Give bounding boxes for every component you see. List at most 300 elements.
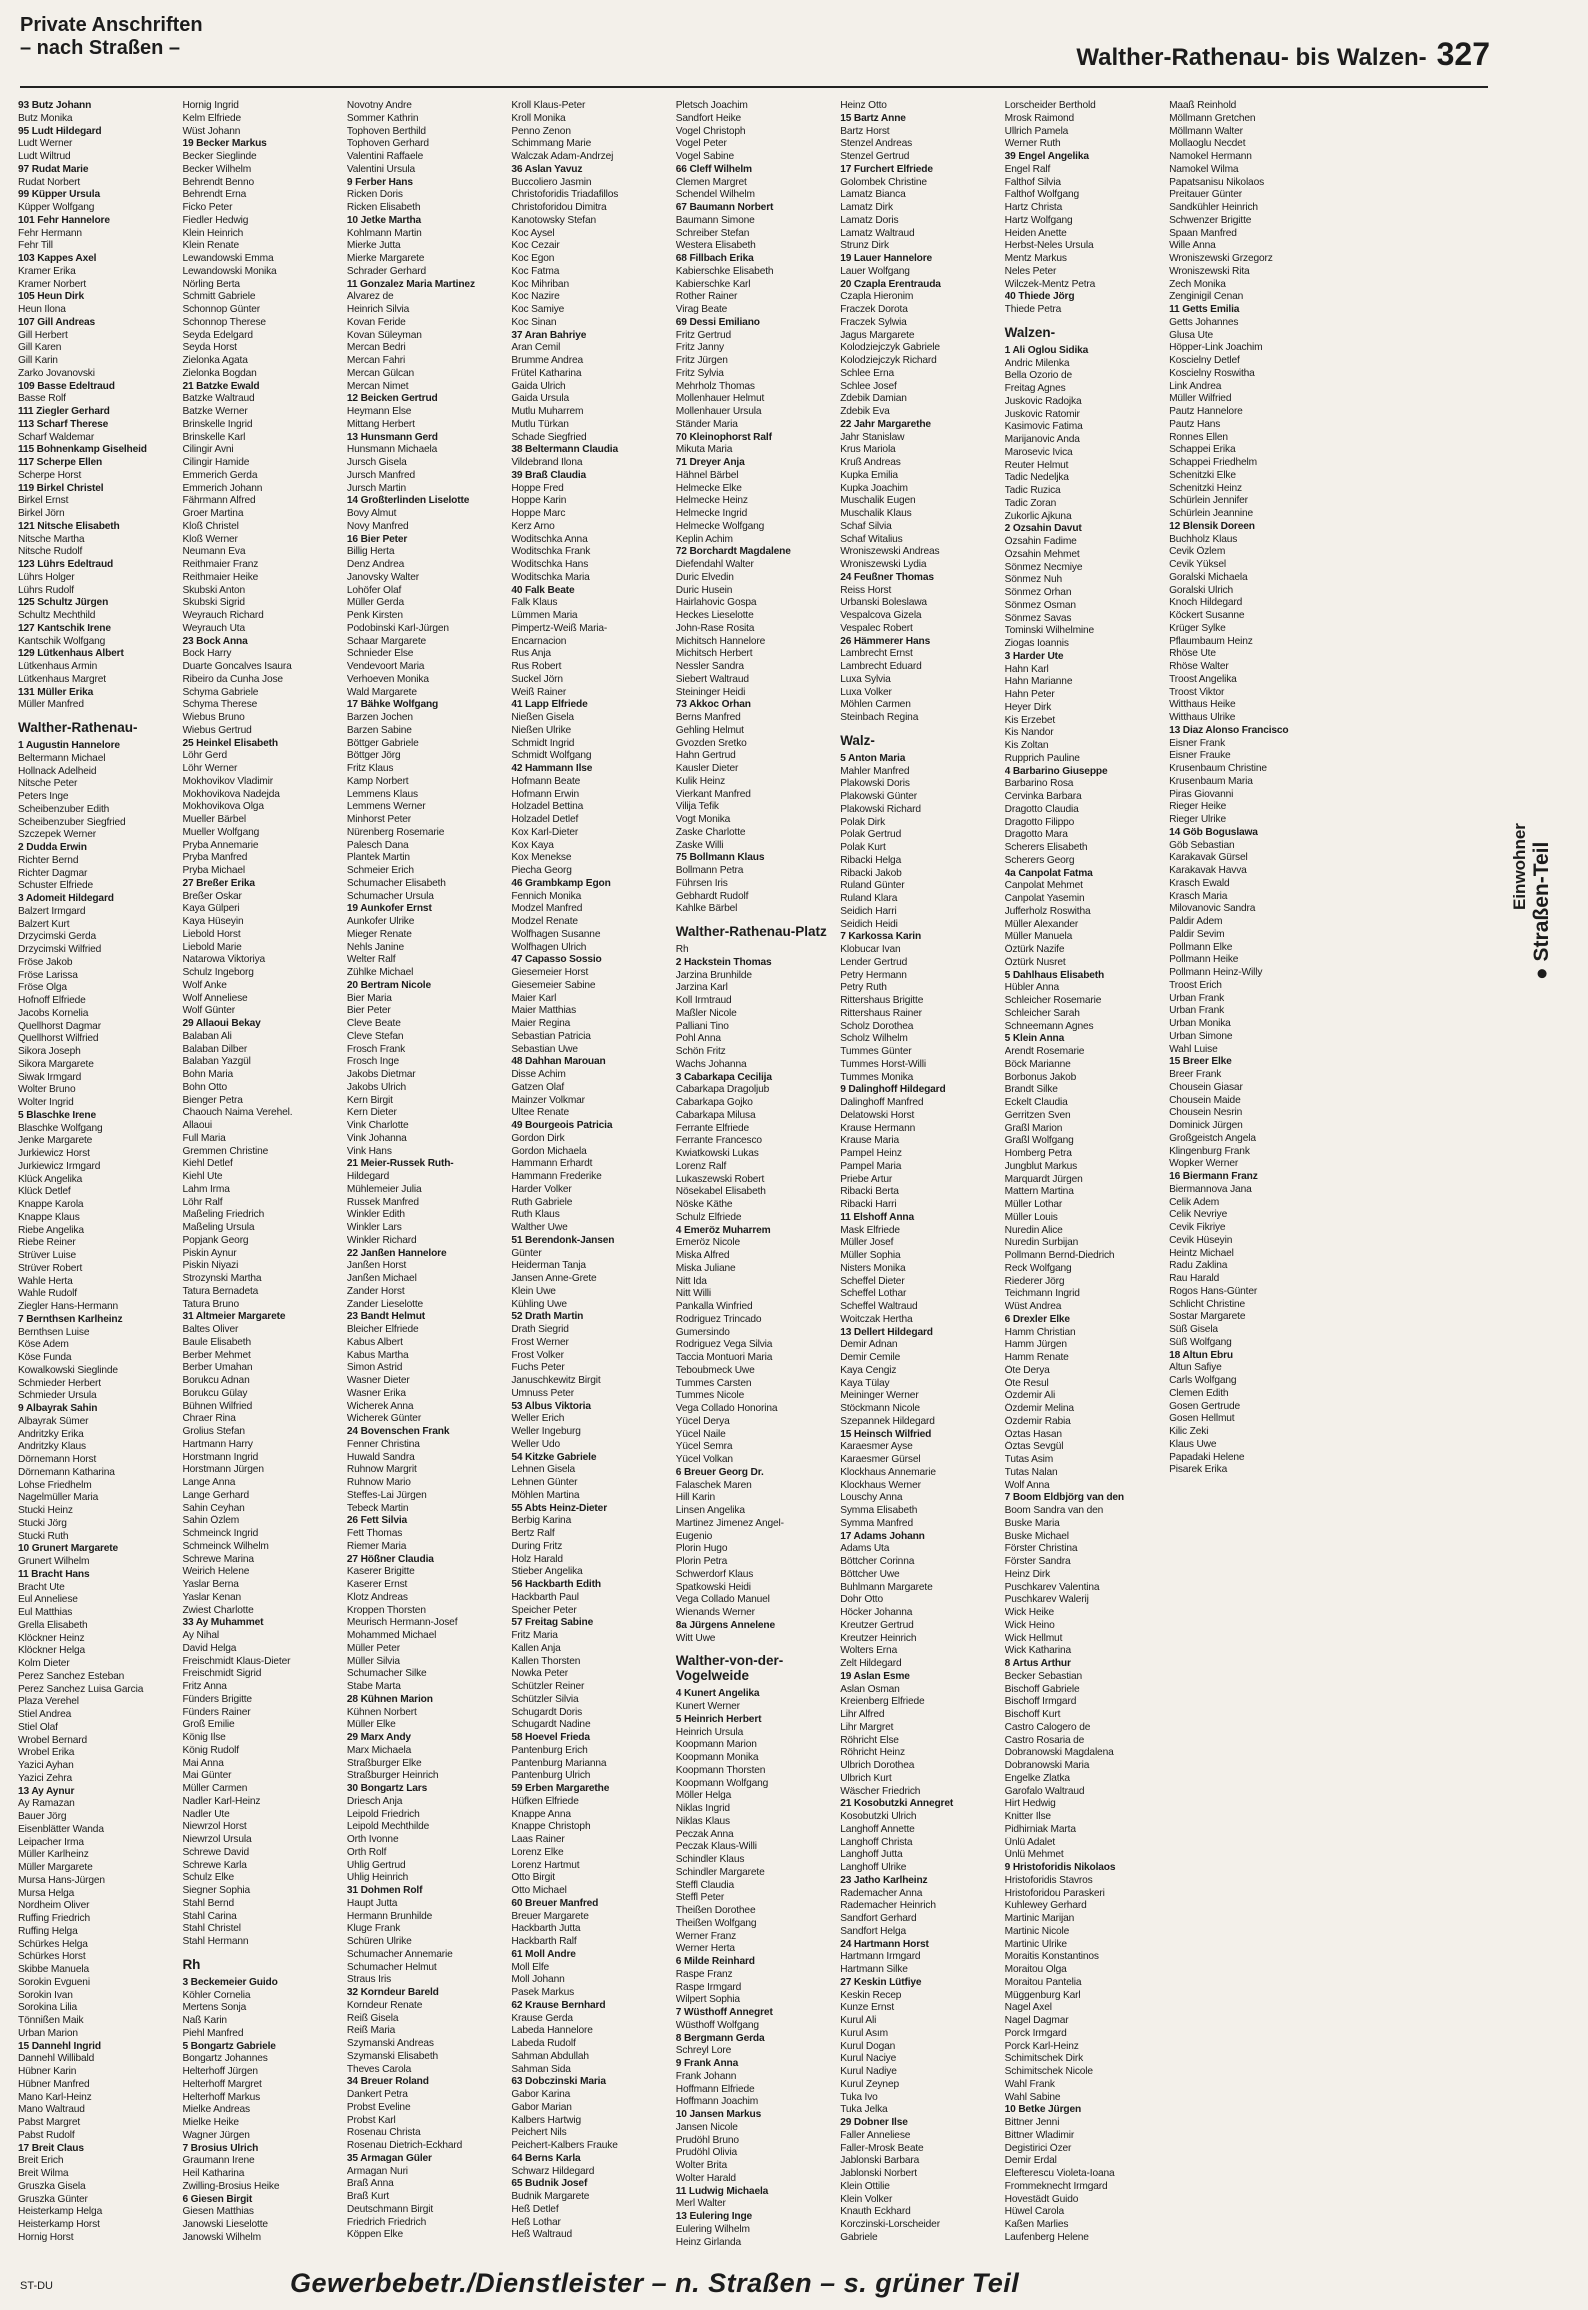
resident-entry: Tatura Bruno [182,1298,239,1310]
resident-entry: Brumme Andrea [511,355,583,366]
resident-entry: Zarko Jovanovski [18,367,95,379]
resident-entry: Freischmidt Sigrid [182,1668,262,1680]
resident-entry: 48 Dahhan Marouan [511,1056,606,1068]
resident-entry: Hoppe Karin [511,495,567,507]
resident-entry: Fuchs Peter [511,1362,565,1374]
resident-entry: Schuster Elfriede [18,880,94,892]
resident-entry: Kowalkowski Sieglinde [18,1364,118,1376]
resident-entry: Mrosk Raimond [1004,112,1075,124]
resident-entry: Michitsch Herbert [675,648,753,660]
resident-entry: Wick Katharina [1004,1645,1072,1657]
resident-entry: Moll Elfe [511,1961,550,1973]
resident-entry: Pryba Annemarie [182,839,259,851]
resident-entry: Cevik Hüseyin [1169,1234,1233,1246]
resident-entry: Frank Johann [675,2070,737,2082]
resident-entry: Demir Cemile [840,1352,901,1363]
resident-entry: Hübler Anna [1004,982,1060,994]
resident-entry: Fünders Brigitte [182,1693,252,1705]
resident-entry: Müller Wilfried [1169,393,1232,405]
resident-entry: Puschkarev Valentina [1004,1581,1100,1593]
resident-entry: Braß Anna [346,2178,394,2190]
resident-entry: Penno Zenon [511,125,571,137]
resident-entry: Jarzina Karl [675,982,728,994]
resident-entry: Homberg Petra [1004,1148,1072,1159]
resident-entry: Reithmaier Franz [182,559,259,570]
resident-entry: Hoppe Marc [511,508,566,519]
resident-entry: Harder Volker [511,1183,572,1195]
resident-entry: Knappe Klaus [18,1211,80,1223]
resident-entry: Bienger Petra [182,1094,243,1106]
resident-entry: Steininger Heidi [675,686,746,698]
resident-entry: Kasimovic Fatima [1004,421,1083,433]
resident-entry: Schaar Margarete [346,635,427,647]
resident-entry: Strozynski Martha [182,1273,262,1284]
resident-entry: Schaf Witalius [840,533,903,545]
resident-entry: Hamm Renate [1004,1352,1069,1363]
resident-entry: Martinez Jimenez Angel- [675,1517,784,1529]
resident-entry: Skubski Sigrid [182,597,245,609]
resident-entry: Falthof Wolfgang [1004,189,1080,201]
resident-entry: Hristoforidis Stavros [1004,1874,1093,1886]
resident-entry: Penk Kirsten [346,610,403,621]
resident-entry: Heil Katharina [182,2168,245,2179]
resident-entry: Löhr Gerd [182,750,227,762]
resident-entry: Bracht Ute [18,1581,65,1593]
resident-entry: Schumacher Ursula [346,890,434,902]
resident-entry: Borbonus Jakob [1004,1071,1077,1083]
resident-entry: Stahl Bernd [182,1897,235,1909]
resident-entry: Kramer Erika [18,265,76,277]
resident-entry: Schmeier Erich [346,865,414,876]
resident-entry: Westera Elisabeth [675,240,756,252]
resident-entry: Krusenbaum Maria [1169,775,1253,787]
resident-entry: Langhoff Ulrike [840,1862,907,1873]
resident-entry: Schmitt Gabriele [182,291,256,303]
resident-entry: Langhoff Annette [840,1823,915,1835]
resident-entry: Mask Elfriede [840,1224,900,1236]
resident-entry: Modzel Renate [511,916,578,927]
resident-entry: Dobranowski Maria [1004,1760,1090,1771]
resident-entry: Siegner Sophia [182,1885,251,1896]
resident-entry: 28 Kühnen Marion [346,1693,433,1705]
resident-entry: Mahler Manfred [840,765,910,777]
resident-entry: Kroll Klaus-Peter [511,100,586,111]
resident-entry: Namokel Wilma [1169,163,1239,175]
resident-entry: Cervinka Barbara [1004,791,1082,802]
resident-entry: Freitag Agnes [1004,383,1066,394]
resident-entry: Kerz Arno [511,520,555,532]
resident-entry: Wasner Erika [346,1387,406,1399]
resident-entry: Koc Mihriban [511,278,569,290]
resident-entry: Grolius Stefan [182,1426,245,1437]
resident-entry: Kunert Werner [675,1701,740,1712]
resident-entry: Langhoff Christa [840,1836,913,1848]
resident-entry: Rosenau Dietrich-Eckhard [346,2140,463,2151]
resident-entry: Buske Maria [1004,1517,1060,1529]
resident-entry: Helmecke Heinz [675,495,748,507]
resident-entry: Zenginigil Cenan [1169,291,1244,303]
resident-entry: 17 Adams Johann [840,1530,925,1542]
resident-entry: Koopmann Thorsten [675,1764,766,1776]
resident-entry: Pidhirniak Marta [1004,1823,1076,1835]
resident-entry: Steffes-Lai Jürgen [346,1489,427,1501]
resident-entry: Hollnack Adelheid [18,765,97,777]
resident-entry: Wolters Erna [840,1645,898,1657]
resident-entry: Scharf Waldemar [18,431,95,443]
resident-entry: 26 Hämmerer Hans [840,635,931,647]
resident-entry: 58 Hoevel Frieda [511,1732,590,1743]
resident-entry: Schendel Wilhelm [675,189,755,201]
resident-entry: Kiehl Ute [182,1171,223,1182]
resident-entry: Kohlmann Martin [346,227,422,239]
resident-entry: 56 Hackbarth Edith [511,1579,601,1590]
header-right [1076,36,1490,73]
resident-entry: 40 Falk Beate [511,584,575,596]
resident-entry: Knitter Ilse [1004,1811,1051,1822]
resident-entry: Gabor Karina [511,2089,571,2100]
resident-entry: 15 Breer Elke [1169,1056,1232,1068]
resident-entry: 70 Kleinophorst Ralf [675,431,772,443]
resident-entry: Mano Waltraud [18,2104,85,2116]
resident-entry: 20 Bertram Nicole [346,979,431,991]
resident-entry: Grunert Wilhelm [18,1556,90,1567]
resident-entry: Bittner Wladimir [1004,2129,1075,2141]
resident-entry: Taccia Montuori Maria [675,1352,773,1363]
resident-entry: Vink Hans [346,1145,392,1157]
resident-entry: Speicher Peter [511,1604,577,1616]
resident-entry: Hammann Erhardt [511,1158,593,1170]
resident-entry: Dragotto Filippo [1004,816,1075,828]
resident-entry: Rieger Heike [1169,801,1227,813]
resident-entry: Perez Sanchez Luisa Garcia [18,1683,144,1695]
resident-entry: Reiß Gisela [346,2012,399,2024]
resident-entry: Öte Resul [1004,1377,1049,1389]
resident-entry: Vilija Tefik [675,801,719,813]
resident-entry: Boom Sandra van den [1004,1505,1104,1516]
resident-entry: Schürkes Horst [18,1951,86,1963]
resident-entry: Stiel Olaf [18,1721,58,1733]
resident-entry: Jakobs Dietmar [346,1069,416,1080]
resident-entry: Ludt Werner [18,138,73,150]
resident-entry: Uhlig Heinrich [346,1872,409,1884]
resident-entry: Lührs Holger [18,571,75,583]
resident-entry: Wrobel Erika [18,1747,75,1759]
resident-entry: Stucki Jörg [18,1517,67,1529]
resident-entry: Pasek Markus [511,1987,575,1998]
resident-entry: Ronnes Ellen [1169,431,1228,443]
resident-entry: Seidich Harri [840,905,897,917]
resident-entry: 69 Dessi Emiliano [675,316,760,328]
resident-entry: Christoforidis Triadafillos [511,189,619,201]
resident-entry: 61 Moll Andre [511,1948,576,1960]
resident-entry: Gill Karin [18,355,58,366]
resident-entry: Sönmez Necmiye [1004,561,1083,573]
resident-entry: Plakowski Günter [840,791,918,802]
resident-entry: Maßler Nicole [675,1007,737,1019]
resident-entry: Müller Gerda [346,597,404,609]
resident-entry: 19 Lauer Hannelore [840,253,933,264]
resident-entry: Mentz Markus [1004,253,1067,264]
resident-entry: Hartmann Harry [182,1438,253,1450]
resident-entry: Stöckmann Nicole [840,1403,920,1414]
resident-entry: Bittner Jenni [1004,2117,1060,2128]
resident-entry: Wolter Brita [675,2160,727,2171]
resident-entry: Otto Michael [511,1885,567,1896]
resident-entry: Helmecke Elke [675,482,742,494]
resident-entry: Zelt Hildegard [840,1658,902,1669]
resident-entry: Schwarz Hildegard [511,2165,595,2177]
page-header [20,14,1490,84]
resident-entry: Koopmann Marion [675,1739,757,1751]
resident-entry: 6 Drexler Elke [1004,1313,1070,1325]
resident-entry: 11 Elshoff Anna [840,1211,914,1223]
resident-entry: Berber Mehmet [182,1349,251,1361]
resident-entry: Heinz Girlanda [675,2236,742,2248]
resident-entry: Hovestädt Guido [1004,2193,1079,2205]
resident-entry: Strunz Dirk [840,240,889,252]
street-heading: Walther-Rathenau- [18,720,138,735]
resident-entry: Janßen Michael [346,1273,417,1284]
resident-entry: Haupt Jutta [346,1897,398,1909]
resident-entry: Dankert Petra [346,2089,408,2100]
resident-entry: Teboubmeck Uwe [675,1364,755,1376]
resident-entry: Sikora Joseph [18,1046,81,1057]
resident-entry: Giesen Matthias [182,2206,254,2218]
resident-entry: Miska Alfred [675,1250,730,1261]
resident-entry: Süß Wolfgang [1169,1336,1232,1348]
resident-entry: Lohse Friedhelm [18,1479,92,1491]
resident-entry: Pflaumbaum Heinz [1169,635,1253,647]
resident-entry: Kis Zoltan [1004,740,1049,751]
resident-entry: Kurul Dogan [840,2040,896,2052]
resident-entry: Peichert-Kalbers Frauke [511,2140,618,2151]
resident-entry: Kroll Monika [511,112,566,124]
resident-entry: Frütel Katharina [511,367,582,379]
resident-entry: Schumacher Silke [346,1668,427,1680]
resident-entry: Radu Zaklina [1169,1260,1228,1272]
resident-entry: Porck Irmgard [1004,2027,1067,2039]
resident-entry: Yaslar Kenan [182,1591,242,1603]
resident-entry: Hüfken Elfriede [511,1795,579,1807]
resident-entry: Lukaszewski Robert [675,1173,765,1185]
resident-entry: Scheffel Lothar [840,1288,907,1300]
resident-entry: Drath Siegrid [511,1324,569,1335]
resident-entry: Jarzina Brunhilde [675,969,752,981]
resident-entry: Dalinghoff Manfred [840,1097,924,1108]
resident-entry: Link Andrea [1169,380,1222,392]
resident-entry: Helmecke Ingrid [675,508,748,519]
resident-entry: Buhlmann Margarete [840,1581,933,1593]
resident-entry: 4 Kunert Angelika [675,1688,760,1700]
resident-entry: Urban Marion [18,2027,78,2039]
resident-entry: Hunsmann Michaela [346,444,438,456]
resident-entry: Ficko Peter [182,202,233,213]
resident-entry: Özsahin Fadime [1004,536,1077,547]
resident-entry: Cilingir Avni [182,444,234,456]
resident-entry: Lender Gertrud [840,956,908,968]
resident-entry: Werner Ruth [1004,138,1061,150]
resident-entry: Dörnemann Horst [18,1454,97,1465]
resident-entry: Gaida Ursula [511,393,569,405]
resident-entry: Gatzen Olaf [511,1081,565,1093]
resident-entry: Schulz Ingeborg [182,967,254,978]
resident-entry: Albayrak Sümer [18,1415,89,1427]
resident-entry: Piecha Georg [511,865,572,876]
resident-entry: Zdebik Eva [840,406,890,417]
resident-entry: Baule Elisabeth [182,1336,251,1348]
resident-entry: Nagel Axel [1004,2002,1052,2014]
resident-entry: Zielonka Agata [182,355,248,366]
resident-entry: Lambrecht Eduard [840,661,922,672]
resident-entry: Kruß Andreas [840,457,901,468]
resident-entry: Eul Anneliese [18,1594,78,1606]
resident-entry: 29 Marx Andy [346,1732,411,1743]
resident-entry: Schimmang Marie [511,138,592,150]
resident-entry: Müller Manfred [18,699,84,711]
resident-entry: Graßl Marion [1004,1122,1063,1134]
resident-entry: Jursch Manfred [346,469,415,481]
resident-entry: 7 Karkossa Karin [840,931,922,943]
resident-entry: Blaschke Wolfgang [18,1122,103,1134]
resident-entry: Mercan Nimet [346,380,409,392]
resident-entry: Plorin Hugo [675,1543,728,1555]
resident-entry: 6 Breuer Georg Dr. [675,1466,764,1478]
resident-entry: 7 Bernthsen Karlheinz [18,1313,123,1325]
resident-entry: Lemmens Klaus [346,788,418,800]
resident-entry: Schüren Ulrike [346,1936,412,1947]
resident-entry: Falaschek Maren [675,1479,752,1491]
resident-entry: Szczepek Werner [18,829,96,841]
resident-entry: Hermann Brunhilde [346,1910,433,1922]
resident-entry: Müller Elke [346,1719,396,1731]
resident-entry: Degistirici Özer [1004,2142,1072,2154]
section-tab-line1: Einwohner [1510,823,1529,910]
resident-entry: Kwiatkowski Lukas [675,1148,759,1159]
header-left-line1: Private Anschriften [20,14,203,36]
resident-entry: Berber Umahan [182,1362,253,1374]
resident-entry: Urban Frank [1169,992,1225,1004]
resident-entry: Cleve Beate [346,1018,401,1029]
resident-entry: Porck Karl-Heinz [1004,2040,1079,2052]
resident-entry: Tummes Günter [840,1046,912,1057]
resident-entry: Maier Regina [511,1018,571,1029]
resident-entry: Karakavak Gürsel [1169,852,1248,864]
resident-entry: Niklas Ingrid [675,1803,730,1814]
resident-entry: Yücel Semra [675,1441,733,1453]
resident-entry: Pantenburg Marianna [511,1757,607,1769]
resident-entry: Öztürk Nusret [1004,956,1066,968]
resident-entry: Nösekabel Elisabeth [675,1186,766,1198]
resident-entry: Theißen Dorothee [675,1905,756,1916]
resident-entry: Heymann Else [346,406,412,417]
resident-entry: Urbanski Boleslawa [840,597,927,609]
resident-entry: Polak Kurt [840,842,886,853]
resident-entry: Vink Johanna [346,1132,407,1144]
resident-entry: Lamatz Bianca [840,189,906,201]
resident-entry: Tummes Carsten [675,1377,752,1389]
resident-entry: Canpolat Yasemin [1004,893,1085,904]
resident-entry: Laas Rainer [511,1834,565,1845]
resident-entry: Balzert Irmgard [18,905,86,917]
resident-entry: 10 Betke Jürgen [1004,2104,1082,2116]
resident-entry: Rhöse Ute [1169,648,1216,660]
resident-entry: Russek Manfred [346,1196,419,1208]
resident-entry: Pletsch Joachim [675,100,748,111]
resident-entry: Niklas Klaus [675,1815,731,1827]
resident-entry: 7 Wüsthoff Annegret [675,2007,773,2018]
resident-entry: Sönmez Orhan [1004,587,1072,598]
resident-entry: Demir Adnan [840,1339,898,1351]
resident-entry: Schonnop Therese [182,316,266,328]
resident-entry: Kallen Anja [511,1642,561,1654]
resident-entry: 7 Brosius Ulrich [182,2142,259,2154]
resident-entry: 18 Altun Ebru [1169,1349,1233,1361]
resident-entry: Bischoff Kurt [1004,1709,1061,1720]
resident-entry: Falthof Silvia [1004,176,1061,188]
resident-entry: Groer Martina [182,508,244,519]
resident-entry: Wicherek Günter [346,1413,422,1425]
resident-entry: Özdemir Melina [1004,1403,1074,1414]
resident-entry: Zwiest Charlotte [182,1604,254,1616]
resident-entry: 2 Dudda Erwin [18,842,87,853]
resident-entry: Simon Astrid [346,1362,403,1374]
resident-entry: 8a Jürgens Annelene [675,1619,775,1631]
resident-entry: Brandt Silke [1004,1084,1058,1096]
resident-entry: Sahin Özlem [182,1515,240,1527]
resident-entry: Krusenbaum Christine [1169,763,1267,774]
resident-entry: Troost Angelika [1169,673,1237,685]
resident-entry: 21 Meier-Russek Ruth- [346,1158,454,1170]
resident-entry: Möllmann Walter [1169,125,1243,137]
resident-entry: Muschalik Klaus [840,508,912,519]
resident-entry: Karaesmer Gürsel [840,1454,921,1465]
resident-entry: Andritzky Klaus [18,1441,86,1453]
resident-entry: Lemmens Werner [346,801,426,813]
resident-entry: Ferrante Francesco [675,1135,762,1147]
resident-entry: Tophoven Gerhard [346,138,429,150]
resident-entry: Ultee Renate [511,1107,569,1119]
resident-entry: Falk Klaus [511,597,558,609]
resident-entry: Gill Karen [18,342,62,354]
resident-entry: Schwerdorf Klaus [675,1568,754,1580]
resident-entry: Preitauer Günter [1169,189,1242,201]
resident-entry: Pollmann Heike [1169,954,1239,966]
resident-entry: Pankalla Winfried [675,1301,753,1312]
resident-entry: Graumann Irene [182,2155,255,2167]
resident-entry: Heun Ilona [18,304,66,315]
resident-entry: Ricken Doris [346,189,403,201]
resident-entry: Sandfort Helga [840,1925,907,1937]
resident-entry: Özdemir Ali [1004,1390,1056,1402]
resident-entry: Kis Erzebet [1004,714,1056,726]
resident-entry: 8 Artus Arthur [1004,1658,1071,1669]
resident-entry: Uhlig Gertrud [346,1859,406,1871]
resident-entry: Moraitis Konstantinos [1004,1951,1099,1963]
resident-entry: Klockhaus Werner [840,1479,921,1491]
resident-entry: Marijanovic Anda [1004,434,1080,445]
resident-entry: Marosevic Ivica [1004,446,1073,458]
resident-entry: Tummes Nicole [675,1390,745,1402]
resident-entry: Glusa Ute [1169,329,1214,341]
resident-entry: Michitsch Hannelore [675,635,766,647]
resident-entry: Meurisch Hermann-Josef [346,1617,458,1629]
resident-entry: Böttcher Uwe [840,1568,900,1580]
resident-entry: 23 Bock Anna [182,635,248,647]
resident-entry: 9 Dalinghoff Hildegard [840,1084,946,1096]
resident-entry: Polak Dirk [840,816,886,828]
resident-entry: Mueller Wolfgang [182,826,260,838]
resident-entry: Hübner Manfred [18,2078,90,2090]
